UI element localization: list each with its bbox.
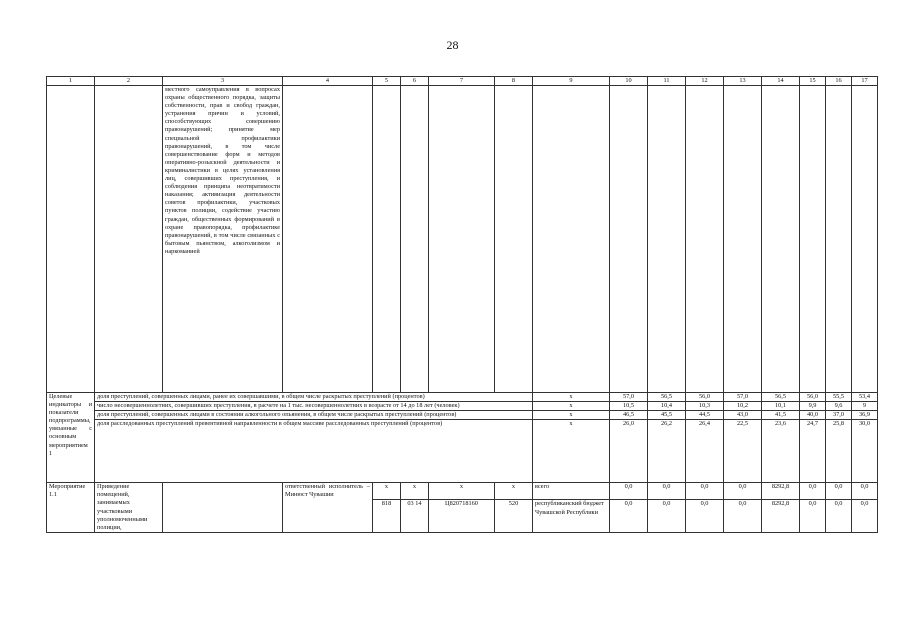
- funding-value: 0,0: [852, 483, 878, 500]
- col-number: 12: [686, 77, 724, 86]
- continuation-row: [47, 86, 878, 393]
- funding-value: 0,0: [826, 500, 852, 532]
- col-number: 5: [373, 77, 401, 86]
- budget-code: x: [429, 483, 495, 500]
- indicator-value: 46,5: [610, 411, 648, 420]
- col-number: 16: [826, 77, 852, 86]
- column-number-row: [47, 77, 878, 86]
- indicator-value: 55,5: [826, 393, 852, 402]
- budget-code: x: [495, 483, 533, 500]
- indicator-value: 53,4: [852, 393, 878, 402]
- col-number: 3: [163, 77, 283, 86]
- indicator-row: [47, 402, 878, 411]
- indicator-value: 57,0: [724, 393, 762, 402]
- col-number: 9: [533, 77, 610, 86]
- measure-executor: ответственный исполнитель – Минюст Чувашии: [283, 483, 373, 533]
- budget-code: x: [373, 483, 401, 500]
- page-number: 28: [446, 38, 459, 52]
- indicator-row: [47, 411, 878, 420]
- indicator-value: 9,9: [800, 402, 826, 411]
- funding-value: 0,0: [648, 483, 686, 500]
- indicator-value: 41,5: [762, 411, 800, 420]
- indicator-value: 56,5: [648, 393, 686, 402]
- funding-value: 0,0: [724, 500, 762, 532]
- col-number: 11: [648, 77, 686, 86]
- col-number: 17: [852, 77, 878, 86]
- indicator-value: 24,7: [800, 420, 826, 483]
- indicator-mark: x: [533, 402, 610, 411]
- indicator-value: 9,6: [826, 402, 852, 411]
- funding-value: 0,0: [800, 483, 826, 500]
- indicator-row: [47, 393, 878, 402]
- indicator-text: число несовершеннолетних, совершивших преступления, в расчете на 1 тыс. несовершеннолетних в возрасте от 14 до 18 лет (человек): [95, 402, 533, 411]
- indicator-value: 40,0: [800, 411, 826, 420]
- indicator-text: доля расследованных преступлений превентивной направленности в общем массиве расследованных преступлений (процентов): [95, 420, 533, 483]
- indicator-value: 57,0: [610, 393, 648, 402]
- funding-value: 0,0: [648, 500, 686, 532]
- funding-value: 0,0: [610, 483, 648, 500]
- indicator-mark: x: [533, 420, 610, 483]
- indicator-value: 10,2: [724, 402, 762, 411]
- indicator-value: 26,4: [686, 420, 724, 483]
- col-number: 14: [762, 77, 800, 86]
- funding-value: 0,0: [610, 500, 648, 532]
- measure-label: Мероприятие 1.1: [47, 483, 95, 533]
- funding-value: 0,0: [800, 500, 826, 532]
- funding-value: 0,0: [826, 483, 852, 500]
- budget-code: 818: [373, 500, 401, 532]
- indicator-value: 9: [852, 402, 878, 411]
- indicator-value: 44,5: [686, 411, 724, 420]
- measure-row: [47, 483, 878, 500]
- indicator-value: 10,4: [648, 402, 686, 411]
- col-number: 15: [800, 77, 826, 86]
- indicator-value: 30,0: [852, 420, 878, 483]
- indicator-value: 22,5: [724, 420, 762, 483]
- funding-value: 0,0: [686, 500, 724, 532]
- funding-source: всего: [533, 483, 610, 500]
- indicator-row: [47, 420, 878, 483]
- indicator-value: 43,0: [724, 411, 762, 420]
- funding-source: республиканский бюджет Чувашской Республики: [533, 500, 610, 532]
- indicator-value: 56,0: [800, 393, 826, 402]
- indicator-value: 26,0: [610, 420, 648, 483]
- col-number: 1: [47, 77, 95, 86]
- funding-value: 0,0: [724, 483, 762, 500]
- measure-name: Приведение помещений, занимаемых участковыми уполномоченными полиции,: [95, 483, 163, 533]
- col-number: 8: [495, 77, 533, 86]
- budget-code: 520: [495, 500, 533, 532]
- col-number: 13: [724, 77, 762, 86]
- indicator-mark: x: [533, 393, 610, 402]
- indicator-value: 45,5: [648, 411, 686, 420]
- program-table: [46, 76, 878, 533]
- col-number: 2: [95, 77, 163, 86]
- indicator-mark: x: [533, 411, 610, 420]
- indicator-value: 23,6: [762, 420, 800, 483]
- indicator-value: 10,3: [686, 402, 724, 411]
- indicator-value: 37,0: [826, 411, 852, 420]
- funding-value: 8292,8: [762, 500, 800, 532]
- budget-code: 03 14: [401, 500, 429, 532]
- funding-value: 0,0: [852, 500, 878, 532]
- indicator-value: 25,8: [826, 420, 852, 483]
- continuation-text: местного самоуправления в вопросах охраны общественного порядка, защиты собственности, прав и свобод граждан, устранения причин и условий, способствующих совершению правонарушений; принятие мер специальной профилактики правонарушений, в том числе совершенствование форм и методов оперативно-розыскной деятельности и криминалистики в целях установления лиц, совершивших преступления, и соблюдения принципа неотвратимости наказания; активизация деятельности советов профилактики, участковых пунктов полиции, содействие участию граждан, общественных формирований в охране правопорядка, профилактике правонарушений, в том числе связанных с бытовым пьянством, алкоголизмом и наркоманией: [163, 86, 283, 393]
- indicator-text: доля преступлений, совершенных лицами, ранее их совершавшими, в общем числе раскрытых преступлений (процентов): [95, 393, 533, 402]
- indicator-value: 26,2: [648, 420, 686, 483]
- budget-code: x: [401, 483, 429, 500]
- indicator-value: 56,5: [762, 393, 800, 402]
- col-number: 10: [610, 77, 648, 86]
- col-number: 7: [429, 77, 495, 86]
- funding-value: 8292,8: [762, 483, 800, 500]
- indicator-value: 56,0: [686, 393, 724, 402]
- indicator-text: доля преступлений, совершенных лицами в состоянии алкогольного опьянения, в общем числе раскрытых преступлений (процентов): [95, 411, 533, 420]
- indicator-value: 36,9: [852, 411, 878, 420]
- budget-code: Ц820718160: [429, 500, 495, 532]
- indicator-value: 10,1: [762, 402, 800, 411]
- indicators-label: Целевые индикаторы и показатели подпрограммы, увязанные с основным мероприятием 1: [47, 393, 95, 483]
- col-number: 4: [283, 77, 373, 86]
- indicator-value: 10,5: [610, 402, 648, 411]
- funding-value: 0,0: [686, 483, 724, 500]
- col-number: 6: [401, 77, 429, 86]
